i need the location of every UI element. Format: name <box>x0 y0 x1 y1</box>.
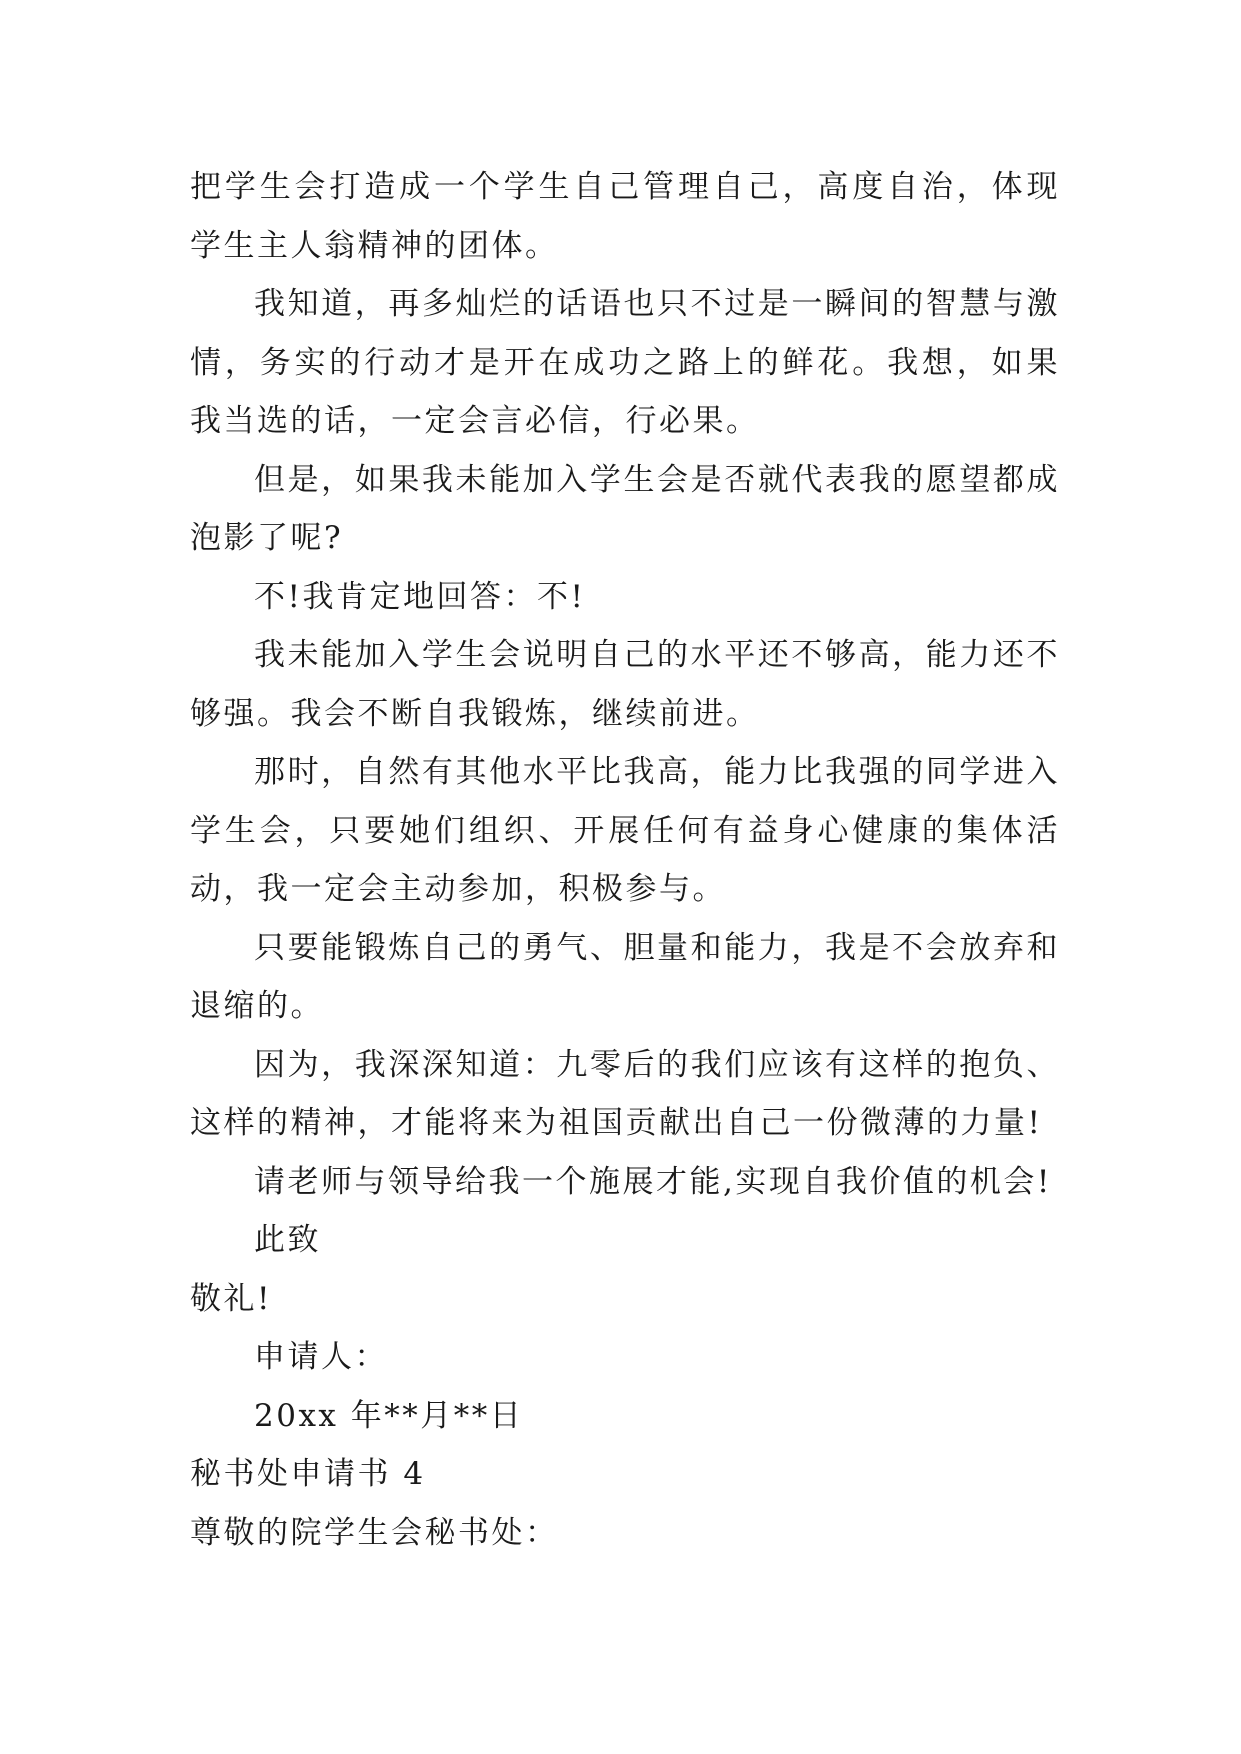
paragraph-answer: 不!我肯定地回答：不! <box>254 578 586 615</box>
paragraph-participation: 那时，自然有其他水平比我高，能力比我强的同学进入学生会，只要她们组织、开展任何有益身心健康的集体活动，我一定会主动参加，积极参与。 <box>190 754 1060 907</box>
section-title: 秘书处申请书 4 <box>190 1456 426 1492</box>
paragraph-action: 我知道，再多灿烂的话语也只不过是一瞬间的智慧与激情，务实的行动才是开在成功之路上的鲜花。我想，如果我当选的话，一定会言必信，行必果。 <box>190 286 1060 439</box>
paragraph-self-improvement: 我未能加入学生会说明自己的水平还不够高，能力还不够强。我会不断自我锻炼，继续前进。 <box>190 637 1060 732</box>
signature-date: 20xx 年**月**日 <box>254 1397 524 1434</box>
paragraph-ambition: 因为，我深深知道：九零后的我们应该有这样的抱负、这样的精神，才能将来为祖国贡献出自己一份微薄的力量! <box>190 1046 1060 1141</box>
paragraph-question: 但是，如果我未能加入学生会是否就代表我的愿望都成泡影了呢? <box>190 461 1060 556</box>
document-body <box>190 158 1060 1562</box>
closing-respect: 敬礼! <box>190 1280 272 1317</box>
paragraph-request: 请老师与领导给我一个施展才能,实现自我价值的机会! <box>254 1163 1052 1200</box>
paragraph-continuation: 把学生会打造成一个学生自己管理自己，高度自治，体现学生主人翁精神的团体。 <box>190 169 1060 264</box>
paragraph-courage: 只要能锻炼自己的勇气、胆量和能力，我是不会放弃和退缩的。 <box>190 929 1060 1024</box>
closing-salutation: 此致 <box>254 1222 321 1258</box>
applicant-label: 申请人： <box>254 1339 388 1375</box>
letter-greeting: 尊敬的院学生会秘书处： <box>190 1514 559 1551</box>
